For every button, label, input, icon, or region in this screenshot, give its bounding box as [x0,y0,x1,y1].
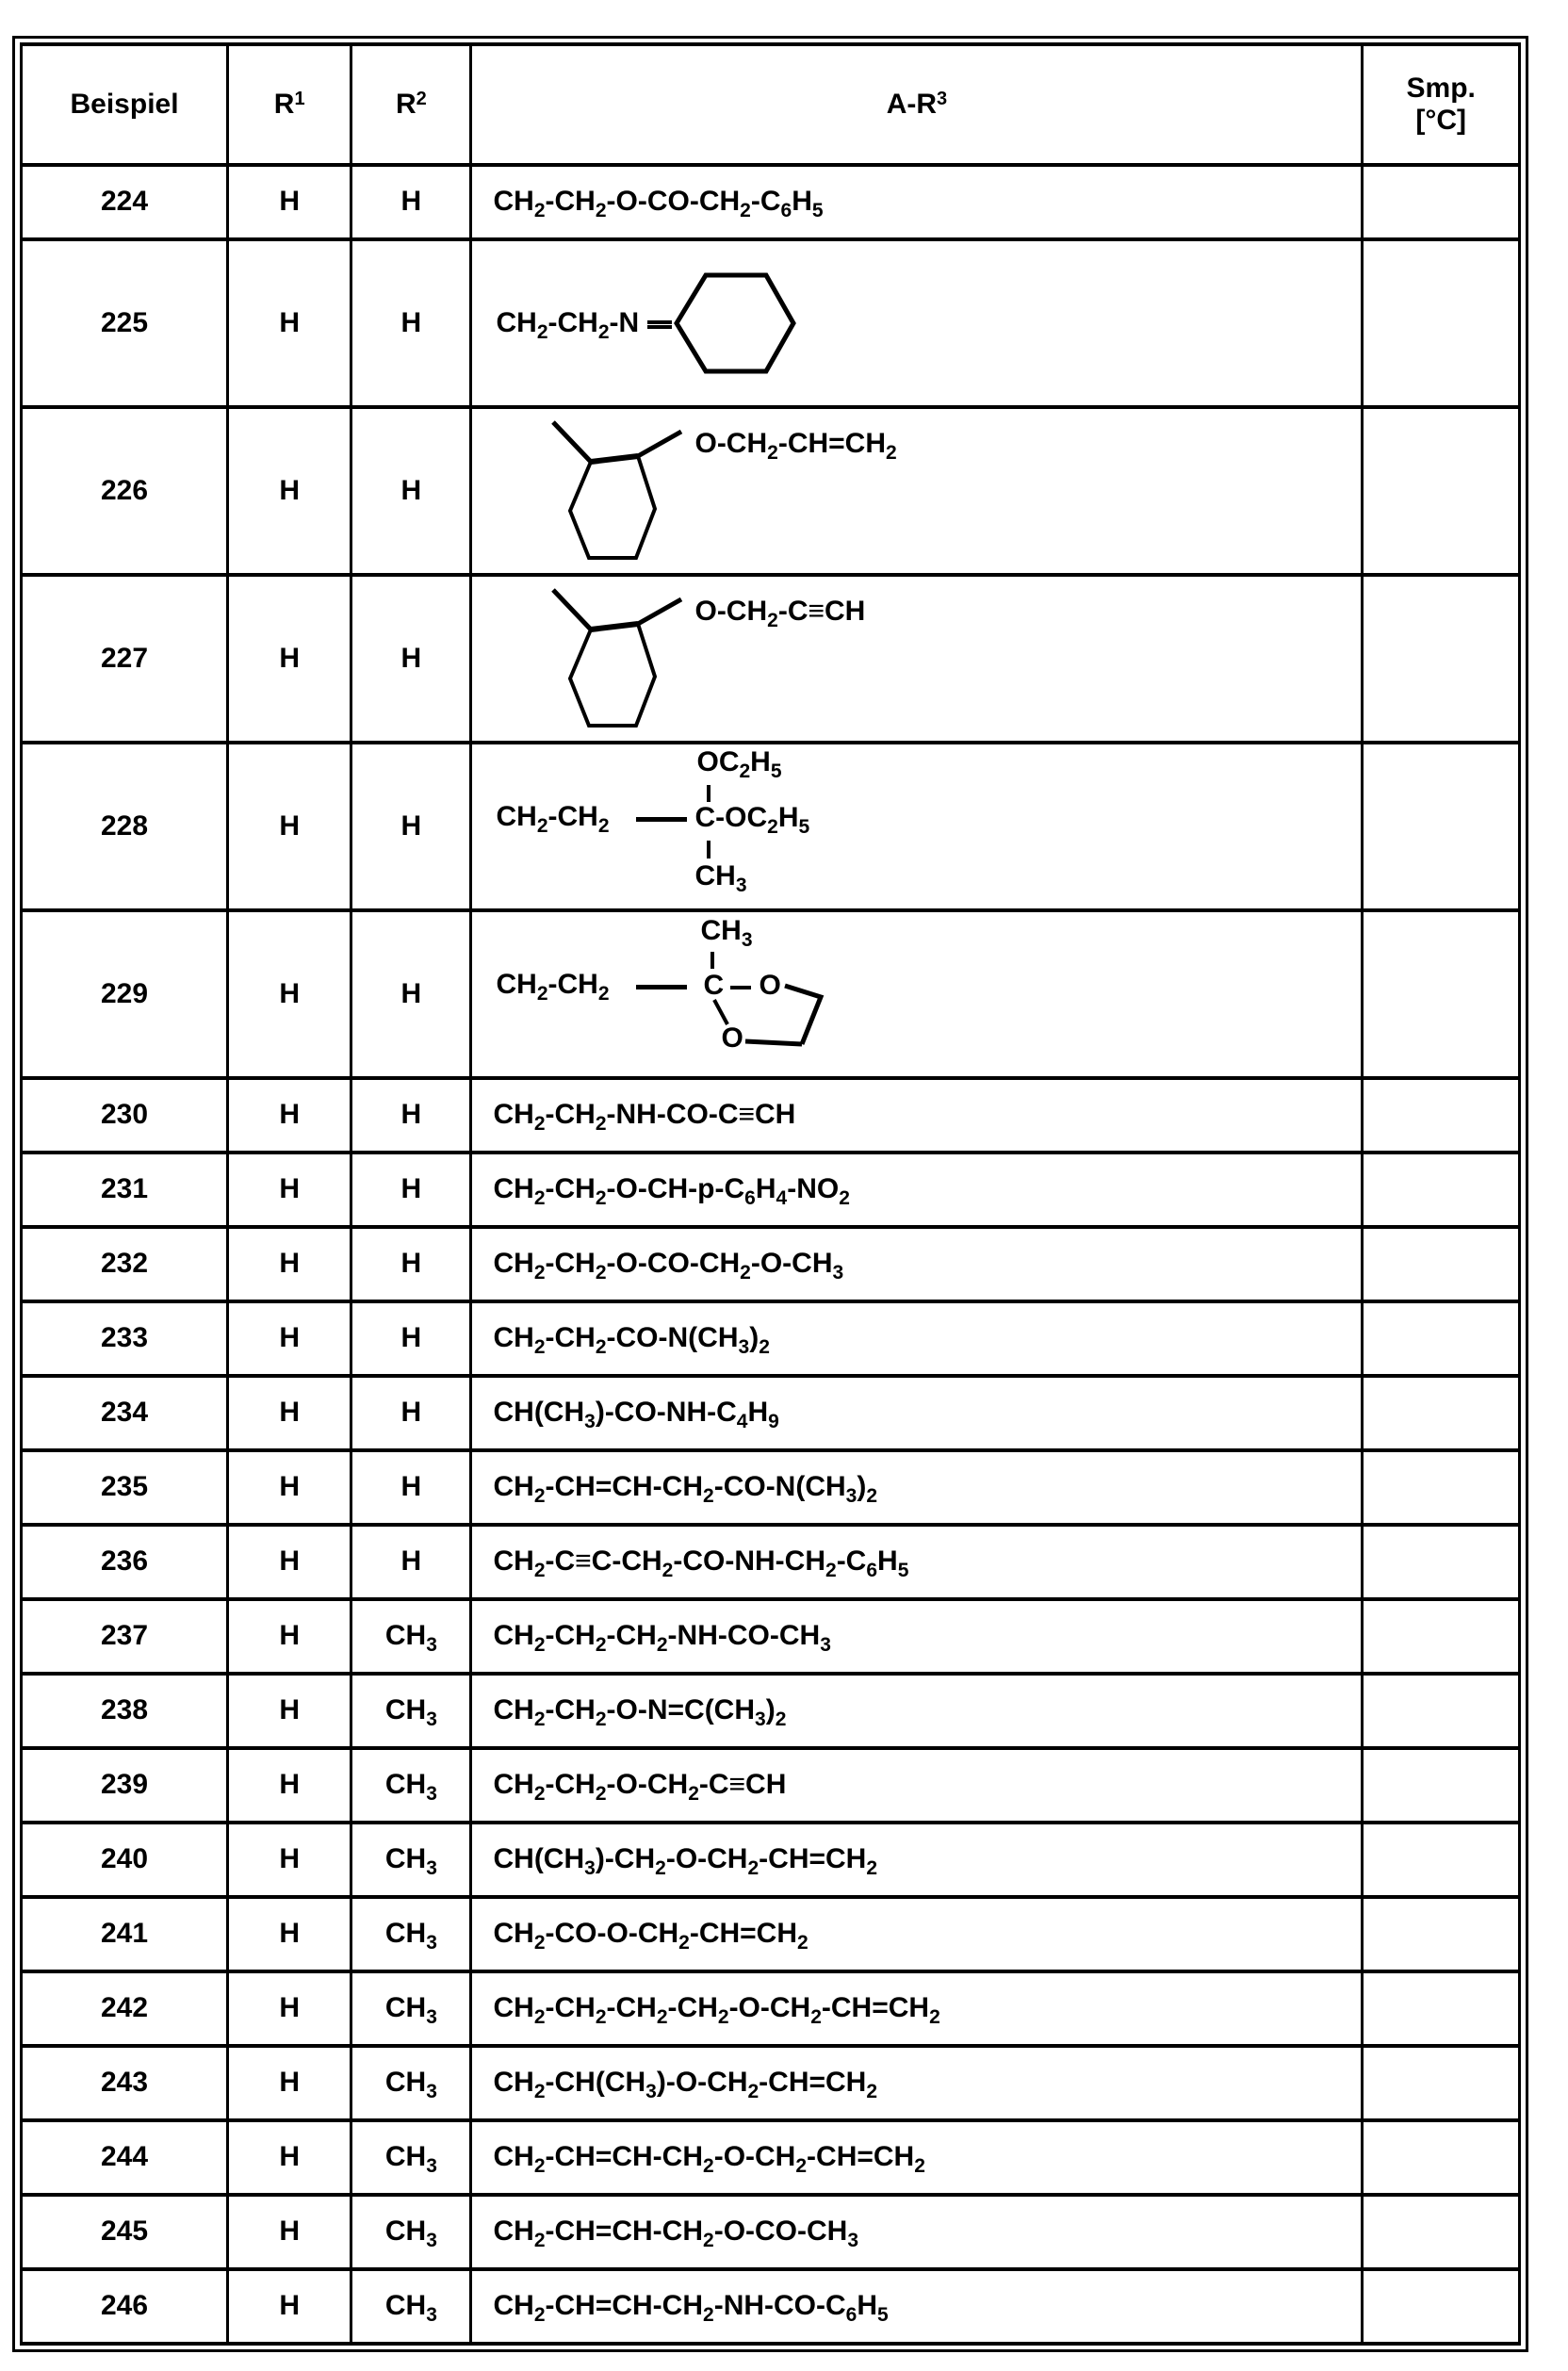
cell-r2: H [351,1376,471,1450]
cell-r1: H [228,407,351,575]
cell-ar3 [471,2046,1363,2120]
cell-beispiel: 228 [22,743,228,910]
cell-ar3 [471,575,1363,743]
formula-ar3: $CH_2-CH_2-O-CH-p-C_6H_4-NO_2$ [493,1173,850,1210]
cell-r2: $CH_3$ [351,1971,471,2046]
cell-beispiel: 232 [22,1227,228,1301]
table-row [22,2120,1520,2195]
cell-beispiel: 225 [22,239,228,407]
cell-r1: H [228,2046,351,2120]
cell-r2: H [351,1227,471,1301]
cell-r1: H [228,2269,351,2344]
cell-beispiel: 246 [22,2269,228,2344]
header-r1: $R^1$ [228,44,351,165]
cell-r1: H [228,1599,351,1674]
table-row [22,2046,1520,2120]
formula-ar3: $CH_2-CH_2-O-CO-CH_2-C_6H_5$ [493,186,824,222]
formula-ar3: $CH_2-CH=CH-CH_2-NH-CO-C_6H_5$ [493,2290,889,2327]
table-row [22,743,1520,910]
cell-beispiel: 244 [22,2120,228,2195]
table-row [22,1823,1520,1897]
cell-smp [1363,2195,1520,2269]
cell-r1: H [228,575,351,743]
formula-mid-group: $C-OC_2H_5$ [694,802,810,839]
methylcyclohexyl-ring-drawing [546,584,696,733]
cell-ar3 [471,1971,1363,2046]
formula-central-carbon: C [703,970,725,1001]
table-row [22,1525,1520,1599]
table-row [22,1376,1520,1450]
cell-beispiel: 233 [22,1301,228,1376]
table-header [22,44,1520,165]
formula-prefix: $CH_2-CH_2-N$ [496,306,640,343]
cell-ar3 [471,2120,1363,2195]
formula-chain: $O-CH_2-C\equiv CH$ [694,596,866,632]
formula-ar3: $CH_2-C\equiv C-CH_2-CO-NH-CH_2-C_6H_5$ [493,1545,909,1582]
cell-r1: H [228,1376,351,1450]
table-row [22,1301,1520,1376]
formula-ar3: $CH_2-CH_2-CO-N(CH_3)_2$ [493,1322,770,1359]
cell-smp [1363,1153,1520,1227]
cell-r2: $CH_3$ [351,2120,471,2195]
cell-smp [1363,1227,1520,1301]
double-bond [647,320,672,329]
formula-ar3: $CH(CH_3)-CO-NH-C_4H_9$ [493,1397,779,1433]
cell-ar3 [471,1450,1363,1525]
cell-r1: H [228,1078,351,1153]
table-row [22,165,1520,239]
cell-smp [1363,2046,1520,2120]
cell-r1: H [228,1823,351,1897]
cell-smp [1363,1376,1520,1450]
cell-beispiel: 231 [22,1153,228,1227]
cell-ar3 [471,743,1363,910]
table-row [22,1971,1520,2046]
cell-beispiel: 230 [22,1078,228,1153]
cell-r2: $CH_3$ [351,1748,471,1823]
cell-r1: H [228,1450,351,1525]
cell-beispiel: 241 [22,1897,228,1971]
cell-ar3 [471,1078,1363,1153]
cell-r1: H [228,1227,351,1301]
header-beispiel: Beispiel [22,44,228,165]
cyclohexylidene-ring-drawing [673,267,797,380]
cell-smp [1363,743,1520,910]
cell-ar3 [471,239,1363,407]
cell-beispiel: 235 [22,1450,228,1525]
cell-ar3 [471,1301,1363,1376]
cell-r2: $CH_3$ [351,1674,471,1748]
formula-ar3: $CH_2-CH_2-CH_2-CH_2-O-CH_2-CH=CH_2$ [493,1992,940,2029]
cell-r1: H [228,1525,351,1599]
table-body [22,165,1520,2344]
bond-vertical-bottom [707,841,710,858]
cell-beispiel: 243 [22,2046,228,2120]
cell-r1: H [228,1153,351,1227]
cell-ar3 [471,1599,1363,1674]
cell-r2: H [351,1525,471,1599]
table-row [22,1674,1520,1748]
cell-r2: H [351,743,471,910]
cell-r2: H [351,165,471,239]
cell-smp [1363,1674,1520,1748]
cell-ar3 [471,1153,1363,1227]
cell-r2: H [351,1153,471,1227]
cell-ar3 [471,2269,1363,2344]
header-ar3: $A-R^3$ [471,44,1363,165]
cell-r1: H [228,239,351,407]
cell-ar3 [471,2195,1363,2269]
cell-r2: $CH_3$ [351,2195,471,2269]
structure-orthoester [472,744,1361,908]
cell-beispiel: 240 [22,1823,228,1897]
formula-oxygen-bottom: O [721,1022,743,1054]
formula-ar3: $CH_2-CH_2-O-N=C(CH_3)_2$ [493,1694,787,1731]
table-row [22,910,1520,1078]
cell-smp [1363,1748,1520,1823]
cell-beispiel: 226 [22,407,228,575]
cell-r2: $CH_3$ [351,2269,471,2344]
table-row [22,1897,1520,1971]
formula-ar3: $CH_2-CH_2-O-CH_2-C\equiv CH$ [493,1769,787,1806]
cell-smp [1363,1525,1520,1599]
cell-r2: H [351,575,471,743]
cell-beispiel: 242 [22,1971,228,2046]
formula-methyl: $CH_3$ [700,915,753,952]
cell-r2: $CH_3$ [351,1599,471,1674]
formula-prefix: $CH_2-CH_2$ [496,801,610,838]
structure-methylcyclohexyl [472,409,1361,573]
bond-vertical-top [707,785,710,802]
cell-r2: $CH_3$ [351,1823,471,1897]
cell-beispiel: 237 [22,1599,228,1674]
cell-r1: H [228,743,351,910]
cell-smp [1363,575,1520,743]
formula-oxygen-right: O [759,970,781,1001]
structure-dioxolane [472,912,1361,1076]
cell-beispiel: 245 [22,2195,228,2269]
cell-r1: H [228,1301,351,1376]
cell-r2: H [351,910,471,1078]
cell-smp [1363,910,1520,1078]
cell-smp [1363,1897,1520,1971]
cell-ar3 [471,1674,1363,1748]
formula-ar3: $CH_2-CH(CH_3)-O-CH_2-CH=CH_2$ [493,2067,878,2103]
cell-r1: H [228,1748,351,1823]
cell-smp [1363,1971,1520,2046]
cell-r2: H [351,1301,471,1376]
table-row [22,1599,1520,1674]
structure-imine-cyclohexylidene [472,241,1361,405]
cell-smp [1363,2269,1520,2344]
cell-beispiel: 227 [22,575,228,743]
cell-r2: H [351,407,471,575]
formula-prefix: $CH_2-CH_2$ [496,969,610,1006]
formula-ar3: $CH_2-CO-O-CH_2-CH=CH_2$ [493,1918,808,1954]
header-smp-line2: [°C] [1415,105,1467,136]
cell-smp [1363,1301,1520,1376]
cell-beispiel: 238 [22,1674,228,1748]
cell-r1: H [228,1897,351,1971]
dioxolane-ring-drawing [472,912,915,1076]
cell-ar3 [471,1748,1363,1823]
formula-bottom-group: $CH_3$ [694,860,747,897]
table-row [22,1153,1520,1227]
cell-ar3 [471,910,1363,1078]
cell-r2: $CH_3$ [351,1897,471,1971]
cell-r1: H [228,910,351,1078]
cell-smp [1363,1823,1520,1897]
methylcyclohexyl-ring-drawing [546,417,696,565]
cell-r2: H [351,1078,471,1153]
cell-smp [1363,1450,1520,1525]
header-smp [1363,44,1520,165]
bond-horizontal [636,817,687,822]
formula-ar3: $CH(CH_3)-CH_2-O-CH_2-CH=CH_2$ [493,1843,878,1880]
formula-ar3: $CH_2-CH_2-NH-CO-C\equiv CH$ [493,1099,796,1136]
compound-table [20,42,1521,2346]
cell-ar3 [471,1525,1363,1599]
table-row [22,1078,1520,1153]
cell-ar3 [471,1227,1363,1301]
cell-smp [1363,407,1520,575]
header-smp-line1: Smp. [1406,72,1476,104]
table-row [22,1748,1520,1823]
cell-r1: H [228,2195,351,2269]
cell-smp [1363,1599,1520,1674]
cell-ar3 [471,407,1363,575]
formula-ar3: $CH_2-CH=CH-CH_2-O-CO-CH_3$ [493,2216,859,2252]
table-outer-border [12,36,1528,2352]
cell-ar3 [471,1897,1363,1971]
table-row [22,2195,1520,2269]
table-row [22,1450,1520,1525]
cell-r2: H [351,239,471,407]
cell-smp [1363,1078,1520,1153]
header-row [22,44,1520,165]
cell-r1: H [228,2120,351,2195]
cell-smp [1363,2120,1520,2195]
formula-top-group: $OC_2H_5$ [696,746,782,783]
formula-chain: $O-CH_2-CH=CH_2$ [694,428,897,465]
cell-r2: H [351,1450,471,1525]
table-row [22,239,1520,407]
formula-ar3: $CH_2-CH=CH-CH_2-O-CH_2-CH=CH_2$ [493,2141,925,2178]
cell-ar3 [471,1823,1363,1897]
cell-ar3 [471,1376,1363,1450]
cell-smp [1363,165,1520,239]
formula-ar3: $CH_2-CH_2-O-CO-CH_2-O-CH_3$ [493,1248,844,1284]
cell-r1: H [228,165,351,239]
cell-r2: $CH_3$ [351,2046,471,2120]
cell-r1: H [228,1674,351,1748]
table-row [22,2269,1520,2344]
formula-ar3: $CH_2-CH=CH-CH_2-CO-N(CH_3)_2$ [493,1471,878,1508]
cell-smp [1363,239,1520,407]
cell-beispiel: 239 [22,1748,228,1823]
table-row [22,575,1520,743]
cell-ar3 [471,165,1363,239]
table-row [22,407,1520,575]
header-r2: $R^2$ [351,44,471,165]
cell-beispiel: 236 [22,1525,228,1599]
formula-ar3: $CH_2-CH_2-CH_2-NH-CO-CH_3$ [493,1620,831,1657]
cell-beispiel: 229 [22,910,228,1078]
table-row [22,1227,1520,1301]
cell-beispiel: 224 [22,165,228,239]
structure-methylcyclohexyl [472,577,1361,741]
cell-r1: H [228,1971,351,2046]
cell-beispiel: 234 [22,1376,228,1450]
